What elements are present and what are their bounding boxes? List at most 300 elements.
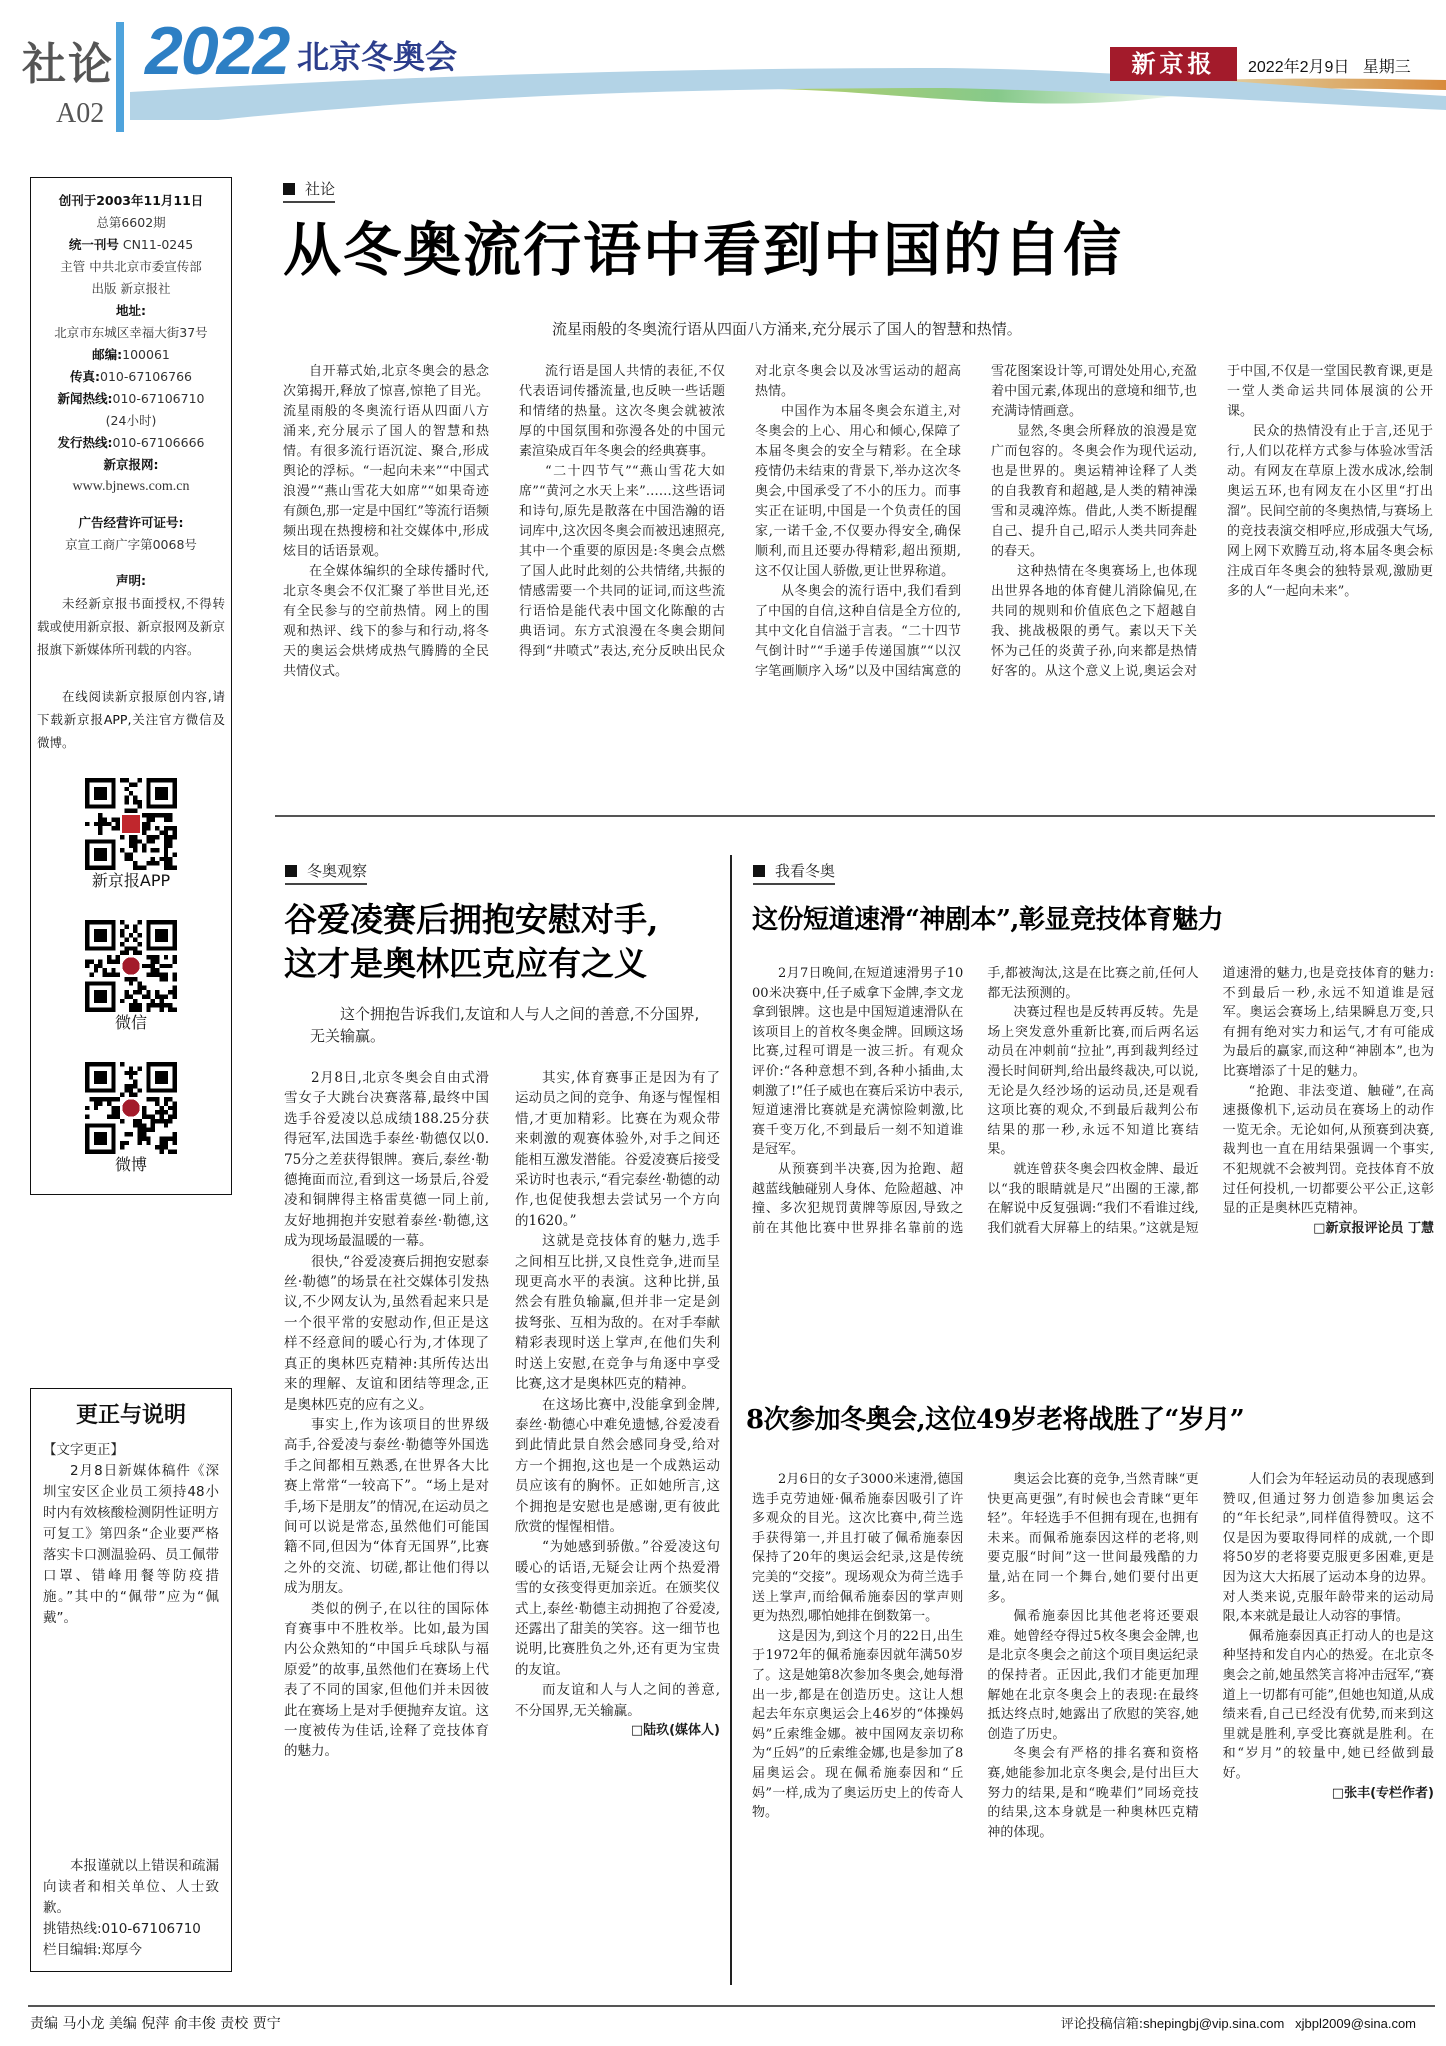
article-paragraph: 2月6日的女子3000米速滑,德国选手克劳迪娅·佩希施泰因吸引了许多观众的目光。这次比赛中,荷兰选手获得第一,并且打破了佩希施泰因保持了20年的奥运会纪录,这是传统完美的“交接”。现场观众为荷兰选手送上掌声,而给佩希施泰因的掌声则更为热烈,哪怕她排在倒数第一。 (752, 1472, 964, 1625)
qr-module (168, 1136, 172, 1140)
qr-module (146, 835, 150, 839)
qr-module (116, 1097, 120, 1101)
qr-module (164, 844, 168, 848)
qr-module (138, 1132, 142, 1136)
qr-module (133, 839, 137, 843)
qr-module (116, 817, 120, 821)
address-value: 北京市东城区幸福大街37号 (54, 325, 208, 340)
headline-line: 这才是奥林匹克应有之义 (284, 944, 647, 983)
supervisor-value: 中共北京市委宣传部 (89, 259, 202, 274)
qr-module (98, 826, 102, 830)
qr-module (173, 1101, 177, 1105)
qr-module (89, 1097, 93, 1101)
qr-code-weibo-icon[interactable] (85, 1062, 177, 1154)
qr-module (151, 813, 155, 817)
qr-module (138, 951, 142, 955)
qr-module (168, 990, 172, 994)
qr-module (129, 1084, 133, 1088)
article-paragraph: 其实,体育赛事正是因为有了运动员之间的竞争、角逐与惺惺相惜,才更加精彩。比赛在为观众带来刺激的观赛体验外,对手之间还能相互激发潜能。谷爱凌赛后接受采访时也表示,“看完泰丝·勒德的动作,也促使我想去尝试另一个方向的1620。” (515, 1070, 720, 1229)
headline-line: 谷爱凌赛后拥抱安慰对手, (284, 900, 659, 939)
qr-module (146, 861, 150, 865)
qr-module (164, 839, 168, 843)
article-paragraph: 人们会为年轻运动员的表现感到赞叹,但通过努力创造参加奥运会的“年长纪录”,同样值得赞叹。这不仅是因为要取得同样的成就,一个即将50岁的老将要克服更多困难,更是因为这大大拓展了运动本身的边界。对人类来说,克服年龄带来的运动局限,本来就是最让人动容的事情。 (1222, 1472, 1434, 1625)
qr-module (155, 1145, 159, 1149)
qr-module (98, 959, 102, 963)
qr-module (164, 817, 168, 821)
qr-module (146, 1003, 150, 1007)
qr-module (129, 946, 133, 950)
qr-module (168, 861, 172, 865)
qr-module (159, 1115, 163, 1119)
qr-module (159, 1008, 163, 1012)
dist-hotline-value: 010-67106666 (112, 435, 205, 450)
qr-module (129, 1066, 133, 1070)
qr-module (124, 990, 128, 994)
qr-module (142, 1106, 146, 1110)
qr-module (151, 861, 155, 865)
qr-module (159, 1003, 163, 1007)
qr-module (129, 1003, 133, 1007)
qr-module (142, 1128, 146, 1132)
qr-module (85, 964, 89, 968)
qr-module (129, 782, 133, 786)
section-name: 社论 (22, 39, 114, 90)
qr-finder-pattern (94, 848, 107, 861)
qr-module (164, 848, 168, 852)
ad-license-value: 京宣工商广字第0068号 (65, 537, 197, 552)
qr-module (151, 964, 155, 968)
qr-module (133, 848, 137, 852)
qr-module (146, 964, 150, 968)
qr-module (120, 835, 124, 839)
qr-module (159, 977, 163, 981)
qr-module (98, 964, 102, 968)
qr-module (151, 1128, 155, 1132)
qr-module (155, 1101, 159, 1105)
publisher-value: 新京报社 (120, 281, 171, 296)
fax-label: 传真: (70, 369, 100, 384)
qr-module (151, 839, 155, 843)
qr-module (146, 1115, 150, 1119)
qr-module (116, 973, 120, 977)
qr-code-app-icon[interactable] (85, 778, 177, 870)
qr-module (168, 1119, 172, 1123)
qr-finder-pattern (155, 787, 168, 800)
article-gu-byline: □ 陆玖(媒体人) (515, 1721, 720, 1741)
article-paragraph: 事实上,作为该项目的世界级高手,谷爱凌与泰丝·勒德等外国选手之间都相互熟悉,在世界各大比赛上常常“一较高下”。“场上是对手,场下是朋友”的情况,在运动员之间可以说是常态,虽然他们可能国籍不同,但因为“体育无国界”,比赛之外的交流、切磋,都让他们得以成为朋友。 (284, 1416, 489, 1597)
qr-module (133, 866, 137, 870)
qr-module (168, 817, 172, 821)
qr-module (164, 826, 168, 830)
qr-module (151, 835, 155, 839)
article-paragraph: 奥运会比赛的竞争,当然青睐“更快更高更强”,有时候也会青睐“更年轻”。年轻选手不但拥有现在,也拥有未来。而佩希施泰因这样的老将,则要克服“时间”这一世间最残酷的力量,站在同一个舞台,她们要付出更多。 (987, 1472, 1199, 1605)
qr-module (94, 964, 98, 968)
qr-module (107, 822, 111, 826)
corrections-editor: 栏目编辑:郑厚今 (43, 1942, 143, 1958)
qr-module (168, 813, 172, 817)
qr-module (173, 994, 177, 998)
qr-module (173, 990, 177, 994)
qr-module (164, 813, 168, 817)
qr-module (146, 822, 150, 826)
qr-module (85, 822, 89, 826)
qr-module (146, 990, 150, 994)
qr-module (98, 1101, 102, 1105)
qr-module (155, 959, 159, 963)
qr-module (173, 959, 177, 963)
article-gu-headline (284, 898, 724, 986)
qr-module (155, 994, 159, 998)
qr-module (155, 1110, 159, 1114)
qr-module (103, 1097, 107, 1101)
qr-module (159, 1136, 163, 1140)
qr-module (173, 835, 177, 839)
qr-module (120, 1145, 124, 1149)
qr-module (155, 848, 159, 852)
qr-label-weibo: 微博 (114, 1155, 147, 1174)
qr-module (159, 1119, 163, 1123)
qr-module (120, 1119, 124, 1123)
section-divider-bar (116, 22, 124, 132)
qr-module (129, 857, 133, 861)
qr-finder-pattern (94, 787, 107, 800)
qr-module (120, 942, 124, 946)
qr-module (159, 857, 163, 861)
qr-module (142, 1132, 146, 1136)
article-speed-headline: 这份短道速滑“神剧本”,彰显竞技体育魅力 (752, 905, 1223, 935)
qr-module (155, 968, 159, 972)
qr-module (124, 787, 128, 791)
article-paragraph: 在这场比赛中,没能拿到金牌,泰丝·勒德心中难免遗憾,谷爱凌看到此情此景自然会感同身受,给对方一个拥抱,这也是一个成熟运动员应该有的胸怀。正如她所言,这个拥抱是安慰也是感谢,更有彼此欣赏的惺惺相惜。 (515, 1396, 720, 1535)
submission-label: 评论投稿信箱: (1060, 2017, 1144, 2032)
corrections-box (30, 1388, 232, 1972)
qr-module (173, 1106, 177, 1110)
qr-module (159, 813, 163, 817)
qr-module (116, 959, 120, 963)
statement-text: 未经新京报书面授权,不得转载或使用新京报、新京报网及新京报旗下新媒体所刊载的内容。 (37, 596, 225, 657)
qr-module (151, 1115, 155, 1119)
qr-module (142, 964, 146, 968)
website-label: 新京报网: (103, 457, 159, 472)
article-speed-kicker: 我看冬奥 (753, 860, 835, 885)
qr-module (138, 1088, 142, 1092)
weekday-text: 星期三 (1362, 59, 1411, 76)
qr-module (146, 1128, 150, 1132)
qr-module (133, 1093, 137, 1097)
editor-credits: 责编 马小龙 美编 倪萍 俞丰俊 责校 贾宁 (30, 2016, 281, 2032)
article-paragraph: 类似的例子,在以往的国际体育赛事中不胜枚举。比如,最为国内公众熟知的“中国乒乓球队与福原爱”的故事,虽然他们在赛场上代表了不同的国家,但他们并未因彼此在赛场上是对手便抛弃友谊。这一度被传为佳话,诠释了竞技体育的魅力。 (284, 1600, 489, 1760)
publication-date (1248, 54, 1438, 77)
website-link[interactable]: www.bjnews.com.cn (72, 479, 190, 494)
qr-module (103, 968, 107, 972)
qr-module (164, 1123, 168, 1127)
qr-module (138, 804, 142, 808)
qr-module (129, 1008, 133, 1012)
qr-module (138, 1008, 142, 1012)
qr-module (85, 1115, 89, 1119)
qr-module (159, 1145, 163, 1149)
qr-module (146, 994, 150, 998)
qr-finder-pattern (94, 1132, 107, 1145)
qr-finder-pattern (155, 929, 168, 942)
qr-module (124, 1141, 128, 1145)
qr-module (142, 848, 146, 852)
qr-module (155, 990, 159, 994)
qr-module (146, 1141, 150, 1145)
publisher-label: 出版 (91, 281, 117, 296)
editorial-kicker: 社论 (283, 178, 335, 203)
qr-module (159, 1106, 163, 1110)
news-hotline-label: 新闻热线: (57, 391, 113, 406)
editorial-paragraph: 这种热情在冬奥赛场上,也体现出世界各地的体育健儿消除偏见,在共同的规则和价值底色之下超越自我、挑战极限的勇气。素以天下关怀为己任的炎黄子孙,向来都是热情好客的。从这个意义上说,奥运会对于中国,不仅是一堂国民教育课,更是一堂人类命运共同体展演的公开课。 (991, 364, 1433, 679)
qr-module (164, 1136, 168, 1140)
qr-module (168, 1150, 172, 1154)
qr-module (133, 861, 137, 865)
qr-module (164, 857, 168, 861)
qr-module (168, 844, 172, 848)
qr-module (111, 968, 115, 972)
qr-finder-pattern (155, 1071, 168, 1084)
qr-module (142, 994, 146, 998)
qr-module (133, 1084, 137, 1088)
qr-module (133, 924, 137, 928)
news-hotline-note: (24小时) (105, 413, 157, 428)
qr-module (129, 981, 133, 985)
qr-module (164, 1110, 168, 1114)
qr-module (173, 1141, 177, 1145)
qr-module (94, 1106, 98, 1110)
qr-module (138, 1003, 142, 1007)
editorial-deck: 流星雨般的冬奥流行语从四面八方涌来,充分展示了国人的智慧和热情。 (552, 320, 1022, 338)
qr-module (151, 848, 155, 852)
email-link-2[interactable]: xjbpl2009@sina.com (1295, 2016, 1416, 2031)
editorial-body (283, 362, 1433, 682)
qr-finder-pattern (94, 1071, 107, 1084)
qr-module (120, 920, 124, 924)
ad-license-label: 广告经营许可证号: (78, 515, 184, 530)
qr-module (155, 1119, 159, 1123)
article-gu-kicker: 冬奥观察 (285, 860, 367, 885)
qr-module (146, 1136, 150, 1140)
qr-module (151, 1119, 155, 1123)
qr-module (142, 813, 146, 817)
qr-module (146, 1008, 150, 1012)
qr-module (164, 835, 168, 839)
qr-module (124, 1132, 128, 1136)
qr-module (116, 1106, 120, 1110)
qr-module (168, 835, 172, 839)
qr-module (151, 817, 155, 821)
corrections-tag: 【文字更正】 (43, 1442, 124, 1458)
qr-module (133, 938, 137, 942)
qr-module (124, 809, 128, 813)
article-gu-body (284, 1068, 720, 1762)
qr-module (120, 1141, 124, 1145)
qr-module (168, 839, 172, 843)
qr-module (142, 986, 146, 990)
qr-module (124, 938, 128, 942)
qr-module (138, 1128, 142, 1132)
qr-module (133, 999, 137, 1003)
email-link-1[interactable]: shepingbj@vip.sina.com (1143, 2016, 1285, 2031)
qr-module (151, 968, 155, 972)
qr-module (159, 1141, 163, 1145)
qr-module (124, 1084, 128, 1088)
qr-module (103, 822, 107, 826)
qr-module (129, 839, 133, 843)
qr-module (111, 826, 115, 830)
qr-module (107, 1097, 111, 1101)
qr-module (142, 1115, 146, 1119)
qr-module (138, 986, 142, 990)
qr-module (133, 977, 137, 981)
qr-module (164, 955, 168, 959)
qr-module (138, 1136, 142, 1140)
qr-module (173, 826, 177, 830)
submission-emails (960, 2013, 1416, 2032)
article-speed-body (752, 964, 1434, 1238)
qr-module (164, 977, 168, 981)
qr-module (173, 955, 177, 959)
corrections-title: 更正与说明 (75, 1402, 186, 1428)
qr-module (89, 973, 93, 977)
qr-module (138, 839, 142, 843)
qr-module (164, 852, 168, 856)
qr-module (120, 951, 124, 955)
qr-module (98, 813, 102, 817)
qr-module (164, 1145, 168, 1149)
article-paragraph: 这是因为,到这个月的22日,出生于1972年的佩希施泰因就年满50岁了。这是她第8次参加冬奥会,她每滑出一步,都是在创造历史。这让人想起去年东京奥运会上46岁的“体操妈妈”丘索维金娜。被中国网友亲切称为“丘妈”的丘索维金娜,也是参加了8届奥运会。现在佩希施泰因和“丘妈”一样,成为了奥运历史上的传奇人物。 (752, 1628, 964, 1821)
article-veteran-body (752, 1470, 1434, 1842)
qr-module (146, 955, 150, 959)
qr-module (133, 1119, 137, 1123)
corrections-hotline: 挑错热线:010-67106710 (43, 1921, 201, 1937)
qr-finder-pattern (94, 990, 107, 1003)
qr-module (133, 800, 137, 804)
qr-module (146, 826, 150, 830)
qr-module (159, 831, 163, 835)
corrections-apology: 本报谨就以上错误和疏漏向读者和相关单位、人士致歉。 (43, 1858, 219, 1916)
qr-module (173, 1150, 177, 1154)
qr-module (138, 920, 142, 924)
qr-label-app: 新京报APP (91, 871, 171, 890)
editorial-paragraph: 从冬奥会的流行语中,我们看到了中国的自信,这种自信是全方位的,其中文化自信溢于言表。“二十四节气倒计时”“手递手传递国旗”“以汉字笔画顺序入场”以及中国结寓意的雪花图案设计等,可谓处处用心,充盈着中国元素,体现出的意境和细节,也充满诗情画意。 (755, 364, 1197, 679)
qr-module (142, 866, 146, 870)
qr-module (124, 994, 128, 998)
qr-code-wechat-icon[interactable] (85, 920, 177, 1012)
qr-module (164, 994, 168, 998)
qr-module (120, 1062, 124, 1066)
editorial-paragraph: 中国作为本届冬奥会东道主,对冬奥会的上心、用心和倾心,保障了本届冬奥会的安全与精彩。在全球疫情仍未结束的背景下,举办这次冬奥会,中国承受了不小的压力。而事实正在证明,中国是一个负责任的国家,一诺千金,不仅要办得安全,确保顺利,而且还要办得精彩,超出预期,这不仅让国人骄傲,更让世界称道。 (755, 404, 961, 579)
qr-module (98, 817, 102, 821)
article-paragraph: 2月7日晚间,在短道速滑男子1000米决赛中,任子威拿下金牌,李文龙拿到银牌。这也是中国短道速滑队在该项目上的首枚冬奥金牌。回顾这场比赛,过程可谓是一波三折。有观众评价:“各种意想不到,各种小插曲,太刺激了!”任子威也在赛后采访中表示,短道速滑比赛就是充满惊险刺激,比赛千变万化,不到最后一刻不知道谁是冠军。 (752, 966, 964, 1158)
qr-module (159, 973, 163, 977)
editorial-paragraph: 流行语是国人共情的表征,不仅代表语词传播流量,也反映一些话题和情绪的热量。这次冬奥会就被浓厚的中国氛围和弥漫各处的中国元素渲染成百年冬奥会的经典赛事。 (519, 364, 725, 459)
qr-module (129, 1071, 133, 1075)
article-paragraph: 就连曾获冬奥会四枚金牌、最近以“我的眼睛就是尺”出圈的王濛,都在解说中反复强调:“我们不看谁过线,我们就看大屏幕上的结果。”这就是短道速滑的魅力,也是竞技体育的魅力:不到最后一秒,永远不知道谁是冠军。奥运会赛场上,结果瞬息万变,只有拥有绝对实力和运气,才有可能成为最后的赢家,而这种“神剧本”,也为比赛增添了十足的魅力。 (987, 966, 1434, 1236)
qr-module (94, 1101, 98, 1105)
qr-module (94, 822, 98, 826)
qr-module (173, 1115, 177, 1119)
qr-module (133, 990, 137, 994)
newspaper-logo: 新京报 (1110, 47, 1237, 81)
address-label: 地址: (116, 303, 146, 318)
qr-module (173, 1132, 177, 1136)
qr-module (155, 826, 159, 830)
qr-module (124, 852, 128, 856)
qr-module (107, 955, 111, 959)
qr-module (116, 1110, 120, 1114)
qr-module (138, 778, 142, 782)
qr-module (124, 857, 128, 861)
founded-date: 创刊于2003年11月11日 (58, 193, 204, 208)
dist-hotline-label: 发行热线: (57, 435, 113, 450)
qr-module (146, 973, 150, 977)
qr-module (120, 778, 124, 782)
qr-module (151, 1003, 155, 1007)
qr-module (111, 1110, 115, 1114)
qr-module (138, 942, 142, 946)
qr-module (107, 959, 111, 963)
editorial-paragraph: 在全媒体编织的全球传播时代,北京冬奥会不仅汇聚了举世目光,还有全民参与的空前热情。网上的围观和热评、线下的参与和行动,将冬天的奥运会烘烤成热气腾腾的全民共情仪式。 (283, 564, 489, 679)
fax-value: 010-67106766 (100, 369, 192, 384)
qr-module (146, 813, 150, 817)
postcode-label: 邮编: (92, 347, 123, 362)
qr-module (173, 1136, 177, 1140)
statement-label: 声明: (116, 573, 146, 588)
qr-module (111, 1115, 115, 1119)
qr-module (168, 1097, 172, 1101)
qr-module (129, 1132, 133, 1136)
qr-module (129, 791, 133, 795)
qr-module (111, 973, 115, 977)
qr-module (146, 1097, 150, 1101)
qr-module (133, 1071, 137, 1075)
article-paragraph: 2月8日,北京冬奥会自由式滑雪女子大跳台决赛落幕,最终中国选手谷爱凌以总成绩188.25分获得冠军,法国选手泰丝·勒德仅以0.75分之差获得银牌。赛后,泰丝·勒德掩面而泣,看到这一场景后,谷爱凌和铜牌得主格雷莫德一同上前,友好地拥抱并安慰着泰丝·勒德,这成为现场最温暖的一幕。 (284, 1070, 489, 1250)
qr-module (168, 1115, 172, 1119)
qr-module (168, 964, 172, 968)
article-paragraph: 从预赛到半决赛,因为抢跑、超越蓝线触碰别人身体、危险超越、冲撞、多次犯规罚黄牌等原因,导致之前在其他比赛中世界排名靠前的选手,都被淘汰,这是在比赛之前,任何人都无法预测的。 (752, 966, 1199, 1236)
qr-module (138, 990, 142, 994)
qr-module (164, 866, 168, 870)
article-gu-deck: 这个拥抱告诉我们,友谊和人与人之间的善意,不分国界,无关输赢。 (310, 1005, 700, 1045)
qr-module (111, 1097, 115, 1101)
qr-module (98, 822, 102, 826)
section-divider (275, 815, 1435, 817)
qr-module (129, 1088, 133, 1092)
qr-module (164, 1003, 168, 1007)
qr-module (159, 994, 163, 998)
qr-module (133, 1123, 137, 1127)
qr-module (107, 973, 111, 977)
qr-module (142, 844, 146, 848)
qr-module (138, 1066, 142, 1070)
qr-module (124, 977, 128, 981)
qr-module (138, 1119, 142, 1123)
editorial-paragraph: “二十四节气”“燕山雪花大如席”“黄河之水天上来”……这些语词和诗句,原先是散落在中国浩瀚的语词库中,这次因冬奥会而被迅速照亮,其中一个重要的原因是:冬奥会点燃了国人此时此刻的公共情绪,共振的情感需要一个共同的证词,而这些流行语恰是能代表中国文化陈酿的古典语词。东方式浪漫在冬奥会期间得到“井喷式”表达,充分反映出民众对北京冬奥会以及冰雪运动的超高热情。 (519, 364, 961, 659)
page-number: A02 (56, 98, 105, 129)
column-divider (730, 855, 732, 1985)
qr-module (124, 1088, 128, 1092)
article-paragraph: 决赛过程也是反转再反转。先是场上突发意外重新比赛,而后两名运动员在冲刺前“拉扯”,再到裁判经过漫长时间研判,给出最终裁决,可以说,无论是久经沙场的运动员,还是观看这项比赛的观众,不到最后裁判公布结果的那一秒,永远不知道比赛结果。 (987, 1005, 1199, 1158)
article-paragraph: 佩希施泰因真正打动人的也是这种坚持和发自内心的热爱。在北京冬奥会之前,她虽然笑言将冲击冠军,“赛道上一切都有可能”,但她也知道,从成绩来看,自己已经没有优势,而来到这里就是胜利,享受比赛就是胜利。在和“岁月”的较量中,她已经做到最好。 (1222, 1628, 1434, 1781)
qr-module (151, 1123, 155, 1127)
qr-module (133, 835, 137, 839)
qr-module (151, 959, 155, 963)
qr-module (164, 1101, 168, 1105)
qr-module (159, 999, 163, 1003)
qr-module (129, 1075, 133, 1079)
